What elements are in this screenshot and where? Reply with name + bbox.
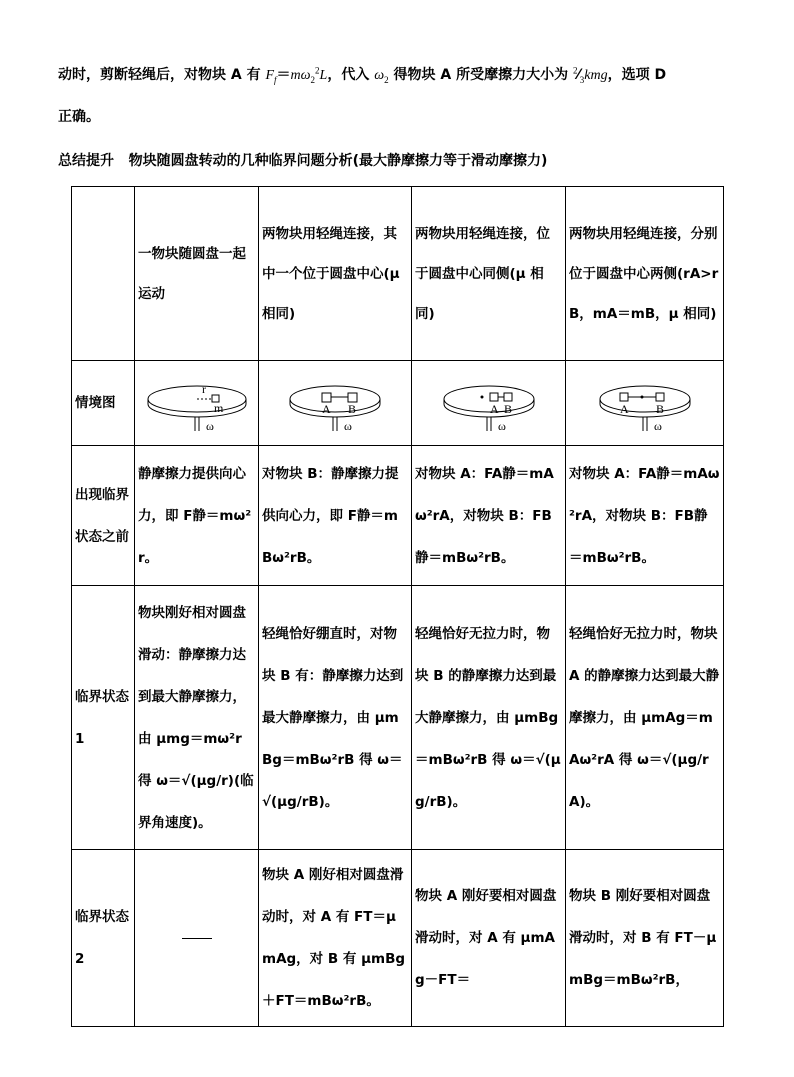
svg-text:A: A [489,402,499,416]
cell-critical2-opposite: 物块 B 刚好要相对圆盘滑动时，对 B 有 FT－μmBg＝mBω²rB， [566,850,724,1027]
header-single-block: 一物块随圆盘一起运动 [135,187,259,361]
dash-mark [182,938,212,939]
cell-before-single: 静摩擦力提供向心力，即 F静＝mω²r。 [135,446,259,586]
intro-line-1: 动时，剪断轻绳后，对物块 A 有 $F_f=m\omega_2^2L$，代入 $\omega_2$ 得物块 A 所受摩擦力大小为 $^2⁄_3kmg$，选项 D [58,65,667,85]
intro-line-2: 正确。 [58,109,100,125]
critical-2-row [72,850,724,1027]
figure-same-side [412,361,566,446]
critical-1-row [72,586,724,850]
cell-critical1-single: 物块刚好相对圆盘滑动：静摩擦力达到最大静摩擦力，由 μmg＝mω²r 得 ω＝√(μg/r)(临界角速度)。 [135,586,259,850]
svg-text:ω: ω [205,419,214,433]
cell-critical1-center: 轻绳恰好绷直时，对物块 B 有：静摩擦力达到最大静摩擦力，由 μmBg＝mBω²rB 得 ω＝√(μg/rB)。 [259,586,412,850]
header-row [72,187,724,361]
cell-critical1-opposite: 轻绳恰好无拉力时，物块 A 的静摩擦力达到最大静摩擦力，由 μmAg＝mAω²rA 得 ω＝√(μg/rA)。 [566,586,724,850]
row-label-figure: 情境图 [72,361,135,446]
svg-text:ω: ω [344,419,352,433]
figure-opposite-sides [566,361,724,446]
before-critical-row [72,446,724,586]
cell-critical2-center: 物块 A 刚好相对圆盘滑动时，对 A 有 FT＝μmAg，对 B 有 μmBg＋FT＝mBω²rB。 [259,850,412,1027]
header-empty [72,187,135,361]
svg-text:ω: ω [653,419,662,433]
figure-single-block [135,361,259,446]
cell-before-opposite: 对物块 A：FA静＝mAω²rA，对物块 B：FB静＝mBω²rB。 [566,446,724,586]
svg-text:B: B [503,402,512,416]
svg-text:m: m [213,401,223,415]
row-label-critical-1: 临界状态 1 [72,586,135,850]
summary-title: 物块随圆盘转动的几种临界问题分析(最大静摩擦力等于滑动摩擦力) [128,153,548,169]
svg-text:r: r [201,382,206,396]
summary-label: 总结提升 [58,153,114,169]
header-same-side: 两物块用轻绳连接，位于圆盘中心同侧(μ 相同) [412,187,566,361]
svg-text:A: A [322,402,331,416]
header-center-linked: 两物块用轻绳连接，其中一个位于圆盘中心(μ 相同) [259,187,412,361]
svg-text:ω: ω [497,419,506,433]
cell-before-center: 对物块 B：静摩擦力提供向心力，即 F静＝mBω²rB。 [259,446,412,586]
row-label-before-critical: 出现临界状态之前 [72,446,135,586]
critical-cases-table [71,186,724,1027]
svg-text:B: B [348,402,357,416]
cell-critical2-same-side: 物块 A 刚好要相对圆盘滑动时，对 A 有 μmAg－FT＝ [412,850,566,1027]
svg-text:B: B [655,402,664,416]
cell-before-same-side: 对物块 A：FA静＝mAω²rA，对物块 B：FB静＝mBω²rB。 [412,446,566,586]
figure-row [72,361,724,446]
summary-heading [58,150,547,170]
row-label-critical-2: 临界状态 2 [72,850,135,1027]
svg-text:A: A [619,402,629,416]
cell-critical1-same-side: 轻绳恰好无拉力时，物块 B 的静摩擦力达到最大静摩擦力，由 μmBg＝mBω²rB 得 ω＝√(μg/rB)。 [412,586,566,850]
cell-critical2-single [135,850,259,1027]
header-opposite-sides: 两物块用轻绳连接，分别位于圆盘中心两侧(rA>rB，mA＝mB，μ 相同) [566,187,724,361]
figure-center-linked [259,361,412,446]
